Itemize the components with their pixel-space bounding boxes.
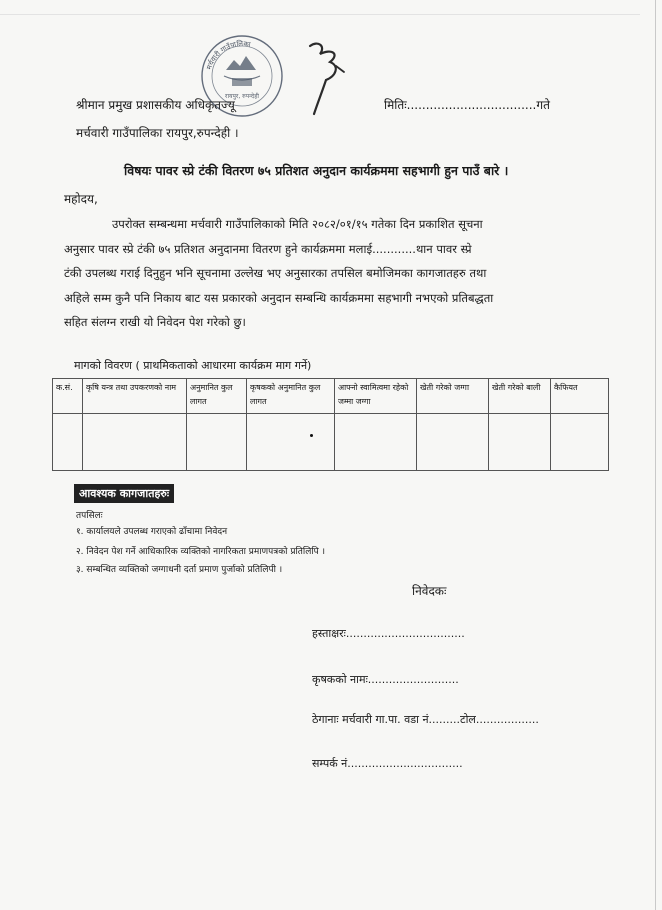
table-header-row [53, 379, 609, 414]
scan-edge-right [655, 0, 656, 910]
demand-title: मागको विवरण ( प्राथमिकताको आधारमा कार्यक्रम माग गर्ने) [74, 359, 312, 372]
header-remarks: कैफियत [551, 379, 609, 414]
header-own-land: आफ्नो स्वामित्वमा रहेको जम्मा जग्गा [335, 379, 417, 414]
body-line: सहित संलग्न राखी यो निवेदन पेश गरेको छु। [64, 315, 246, 330]
salutation: महोदय, [64, 192, 98, 206]
demand-table [52, 378, 609, 471]
body-line: अहिले सम्म कुनै पनि निकाय बाट यस प्रकारको अनुदान सम्बन्धि कार्यक्रममा सहभागी नभएको प्रतिबद्धता [64, 290, 494, 305]
documents-heading: आवश्यक कागजातहरुः [74, 484, 174, 503]
date-dots: .................................. [406, 98, 537, 112]
header-estimated-cost: अनुमानित कुल लागत [187, 379, 247, 414]
scan-edge-top [0, 14, 640, 15]
documents-item-3: ३. सम्बन्धित व्यक्तिको जग्गाधनी दर्ता प्रमाण पुर्जाको प्रतिलिपी । [76, 565, 283, 575]
applicant-signature-line[interactable]: हस्ताक्षरः.................................. [312, 627, 465, 640]
applicant-address-line[interactable]: ठेगानाः मर्चवारी गा.पा. वडा नं.........टोल.................. [312, 713, 539, 726]
body-line: उपरोक्त सम्बन्धमा मर्चवारी गाउँपालिकाको मिति २०८२/०१/१५ गतेका दिन प्रकाशित सूचना [112, 217, 483, 231]
table-row [53, 414, 609, 471]
date-suffix: गते [536, 98, 550, 112]
table-cell[interactable] [417, 414, 489, 471]
applicant-name-line[interactable]: कृषकको नामः.......................... [312, 673, 459, 686]
header-cultivated-land: खेती गरेको जग्गा [417, 379, 489, 414]
header-equipment-name: कृषि यन्त्र तथा उपकरणको नाम [83, 379, 187, 414]
table-cell[interactable] [53, 414, 83, 471]
header-farmer-cost: कृषकको अनुमानित कुल लागत [247, 379, 335, 414]
header-crop: खेती गरेको बाली [489, 379, 551, 414]
table-cell[interactable] [247, 414, 335, 471]
table-cell[interactable] [83, 414, 187, 471]
subject-line: विषयः पावर स्प्रे टंकी वितरण ७५ प्रतिशत अनुदान कार्यक्रममा सहभागी हुन पाउँ बारे । [124, 163, 509, 178]
table-cell[interactable] [489, 414, 551, 471]
table-cell[interactable] [187, 414, 247, 471]
signature-scribble-icon [296, 36, 356, 118]
body-paragraph [64, 212, 624, 335]
table-cell[interactable] [551, 414, 609, 471]
seal-ring-text: मर्चवारी गाउँपालिका [205, 39, 252, 71]
applicant-contact-line[interactable]: सम्पर्क नं................................. [312, 757, 463, 770]
stray-ink-dot [310, 434, 313, 437]
table-cell[interactable] [335, 414, 417, 471]
documents-intro: तपसिलः [76, 511, 103, 521]
applicant-title: निवेदकः [412, 584, 447, 598]
seal-sub-text: रायपुर, रुपन्देही [225, 93, 259, 100]
date-line [384, 96, 550, 113]
documents-item-1: १. कार्यालयले उपलब्ध गराएको ढाँचामा निवेदन [76, 527, 228, 537]
recipient-line-2: मर्चवारी गाउँपालिका रायपुर,रुपन्देही । [76, 126, 239, 140]
date-label: मितिः [384, 98, 407, 112]
body-line: अनुसार पावर स्प्रे टंकी ७५ प्रतिशत अनुदानमा वितरण हुने कार्यक्रममा मलाई............थान पावर स्प्रे [64, 241, 472, 256]
documents-item-2: २. निवेदन पेश गर्ने आधिकारिक व्यक्तिको नागरिकता प्रमाणपत्रको प्रतिलिपि । [76, 547, 326, 557]
header-serial: क.सं. [53, 379, 83, 414]
recipient-line-1: श्रीमान प्रमुख प्रशासकीय अधिकृतज्यू [76, 98, 235, 112]
body-line: टंकी उपलब्ध गराई दिनुहुन भनि सूचनामा उल्लेख भए अनुसारका तपसिल बमोजिमका कागजातहरु तथा [64, 266, 487, 281]
